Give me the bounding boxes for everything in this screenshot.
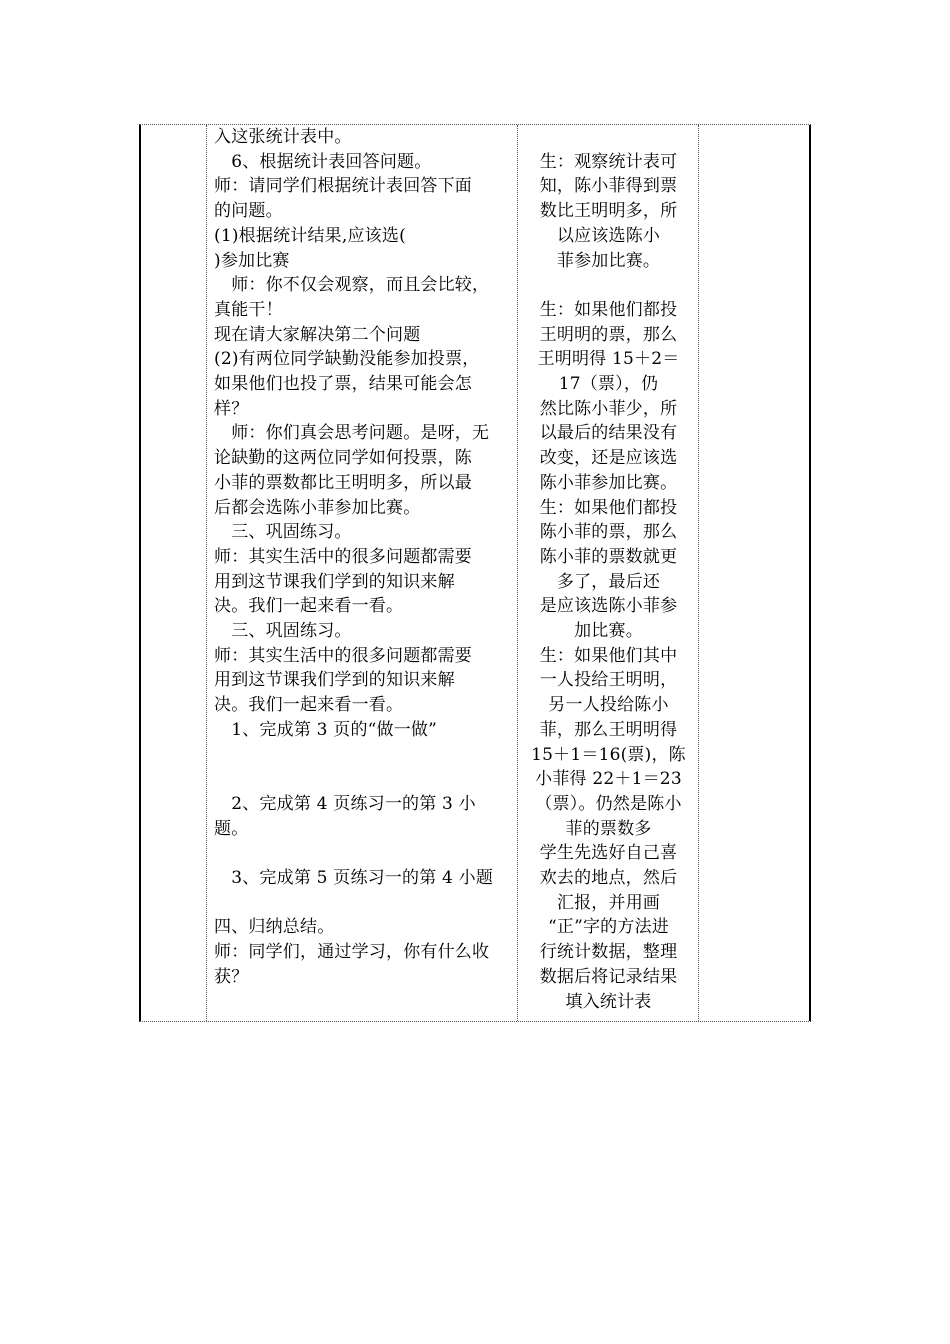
text-line: 欢去的地点，然后	[539, 868, 678, 888]
text-line: 菲，那么王明明得	[539, 719, 678, 740]
text-line: （票）。仍然是陈小	[535, 793, 682, 814]
text-line: 决。我们一起来看一看。	[214, 596, 404, 617]
text-line: 入这张统计表中。	[214, 127, 352, 147]
text-line: 一人投给王明明，	[539, 670, 678, 691]
text-line: 王明明的票，那么	[539, 324, 678, 345]
text-line: 另一人投给陈小	[548, 695, 669, 716]
text-line: 行统计数据，整理	[539, 942, 678, 963]
text-line: 数比王明明多，所	[539, 201, 678, 222]
text-line: 三、巩固练习。	[214, 621, 352, 641]
text-line: 数据后将记录结果	[539, 966, 678, 987]
text-line: 加比赛。	[574, 621, 643, 641]
text-line: 的问题。	[214, 201, 283, 222]
table-column-empty-left	[139, 125, 207, 1021]
text-line: 填入统计表	[565, 991, 652, 1012]
text-line: 真能干！	[214, 299, 283, 320]
text-line: 生：如果他们都投	[539, 497, 678, 518]
text-line: 2、完成第 4 页练习一的第 3 小	[214, 793, 476, 814]
text-line: 小菲得 22＋1＝23	[535, 769, 682, 790]
lesson-plan-table	[139, 124, 811, 1022]
text-line: 师：其实生活中的很多问题都需要	[214, 645, 472, 666]
text-line: 后都会选陈小菲参加比赛。	[214, 497, 421, 518]
text-line: 多了，最后还	[556, 571, 661, 592]
text-line: 师：其实生活中的很多问题都需要	[214, 546, 472, 567]
text-line: 师：你们真会思考问题。是呀，无	[214, 423, 490, 444]
text-line: 以应该选陈小	[556, 225, 661, 246]
text-line: 以最后的结果没有	[539, 423, 678, 444]
text-line: 三、巩固练习。	[214, 522, 352, 543]
text-line: 菲的票数多	[565, 818, 652, 839]
text-line: 改变，还是应该选	[539, 448, 678, 469]
text-line: 6、根据统计表回答问题。	[214, 151, 432, 172]
text-line: “正”字的方法进	[548, 917, 669, 938]
text-line: 获？	[214, 966, 249, 987]
text-line: 陈小菲参加比赛。	[539, 472, 678, 493]
table-column-empty-right	[699, 125, 811, 1021]
text-line: 决。我们一起来看一看。	[214, 695, 404, 716]
text-line: 样？	[214, 398, 249, 419]
text-line: 生：如果他们都投	[539, 299, 678, 320]
text-line: 知，陈小菲得到票	[539, 176, 678, 197]
text-line: 1、完成第 3 页的“做一做”	[214, 719, 438, 740]
student-activity-column	[518, 125, 699, 1021]
text-line: 陈小菲的票数就更	[539, 546, 678, 567]
teacher-activity-column	[207, 125, 518, 1021]
text-line: )参加比赛	[214, 250, 290, 271]
text-line: 如果他们也投了票，结果可能会怎	[214, 374, 472, 394]
text-line: 陈小菲的票，那么	[539, 522, 678, 543]
text-line: 论缺勤的这两位同学如何投票，陈	[214, 448, 472, 469]
text-line: 现在请大家解决第二个问题	[214, 324, 421, 345]
text-line: 菲参加比赛。	[556, 250, 661, 271]
text-line: 小菲的票数都比王明明多，所以最	[214, 472, 472, 493]
text-line: (2)有两位同学缺勤没能参加投票，	[214, 349, 480, 370]
text-line: 用到这节课我们学到的知识来解	[214, 571, 455, 592]
text-line: 王明明得 15＋2＝	[537, 349, 680, 370]
text-line: 汇报，并用画	[556, 892, 661, 913]
text-line: 15＋1＝16(票)，陈	[531, 744, 686, 765]
text-line: 17（票），仍	[558, 374, 659, 394]
text-line: 用到这节课我们学到的知识来解	[214, 670, 455, 691]
text-line: 是应该选陈小菲参	[539, 596, 678, 617]
text-line: 师：同学们，通过学习，你有什么收	[214, 942, 490, 963]
text-line: 学生先选好自己喜	[539, 843, 678, 864]
text-line: 生：观察统计表可	[539, 151, 678, 172]
text-line: 师：你不仅会观察，而且会比较，	[214, 275, 490, 296]
text-line: 然比陈小菲少，所	[539, 398, 678, 419]
text-line: 四、归纳总结。	[214, 917, 335, 938]
text-line: (1)根据统计结果,应该选(	[214, 225, 406, 246]
text-line: 师：请同学们根据统计表回答下面	[214, 176, 472, 197]
text-line: 3、完成第 5 页练习一的第 4 小题	[214, 868, 494, 888]
text-line: 生：如果他们其中	[539, 645, 678, 666]
text-line: 题。	[214, 818, 249, 839]
